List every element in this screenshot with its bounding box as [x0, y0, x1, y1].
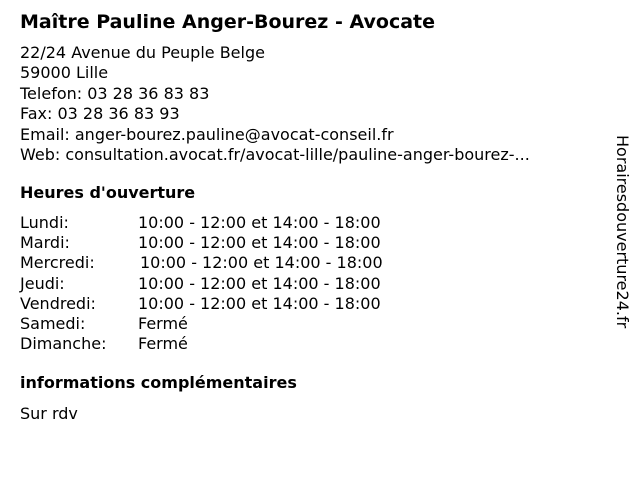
- day-label: Jeudi:: [20, 273, 65, 293]
- day-hours: 10:00 - 12:00 et 14:00 - 18:00: [138, 233, 381, 253]
- site-brand-watermark: Horairesdouverture24.fr: [613, 135, 632, 329]
- day-label: Dimanche:: [20, 334, 107, 354]
- day-hours: Fermé: [138, 313, 188, 333]
- address-city: 59000 Lille: [20, 63, 109, 83]
- day-label: Lundi:: [20, 213, 69, 232]
- address-street: 22/24 Avenue du Peuple Belge: [20, 43, 265, 62]
- day-hours: 10:00 - 12:00 et 14:00 - 18:00: [138, 213, 381, 232]
- day-label: Mercredi:: [20, 253, 95, 273]
- hours-row-sunday: [20, 334, 383, 354]
- hours-row-tuesday: [20, 233, 383, 253]
- day-label: Mardi:: [20, 233, 70, 253]
- email-line: Email: anger-bourez.pauline@avocat-conseil.fr: [20, 124, 394, 144]
- additional-info-heading: informations complémentaires: [20, 373, 297, 392]
- hours-row-monday: [20, 213, 383, 233]
- opening-hours-heading: Heures d'ouverture: [20, 183, 196, 202]
- day-hours: 10:00 - 12:00 et 14:00 - 18:00: [138, 273, 381, 293]
- hours-row-friday: [20, 294, 383, 314]
- day-hours: 10:00 - 12:00 et 14:00 - 18:00: [138, 293, 381, 313]
- day-label: Vendredi:: [20, 293, 96, 313]
- opening-hours-table: [20, 213, 383, 354]
- phone-line: Telefon: 03 28 36 83 83: [20, 83, 210, 103]
- day-hours: Fermé: [138, 334, 188, 354]
- fax-line: Fax: 03 28 36 83 93: [20, 104, 180, 124]
- day-hours: 10:00 - 12:00 et 14:00 - 18:00: [140, 253, 383, 273]
- hours-row-wednesday: [20, 253, 383, 273]
- contact-block: [20, 43, 530, 165]
- day-label: Samedi:: [20, 313, 86, 333]
- hours-row-saturday: [20, 314, 383, 334]
- page-title: Maître Pauline Anger-Bourez - Avocate: [20, 11, 435, 33]
- hours-row-thursday: [20, 274, 383, 294]
- additional-info-text: Sur rdv: [20, 404, 78, 423]
- web-line: Web: consultation.avocat.fr/avocat-lille/pauline-anger-bourez-...: [20, 144, 530, 164]
